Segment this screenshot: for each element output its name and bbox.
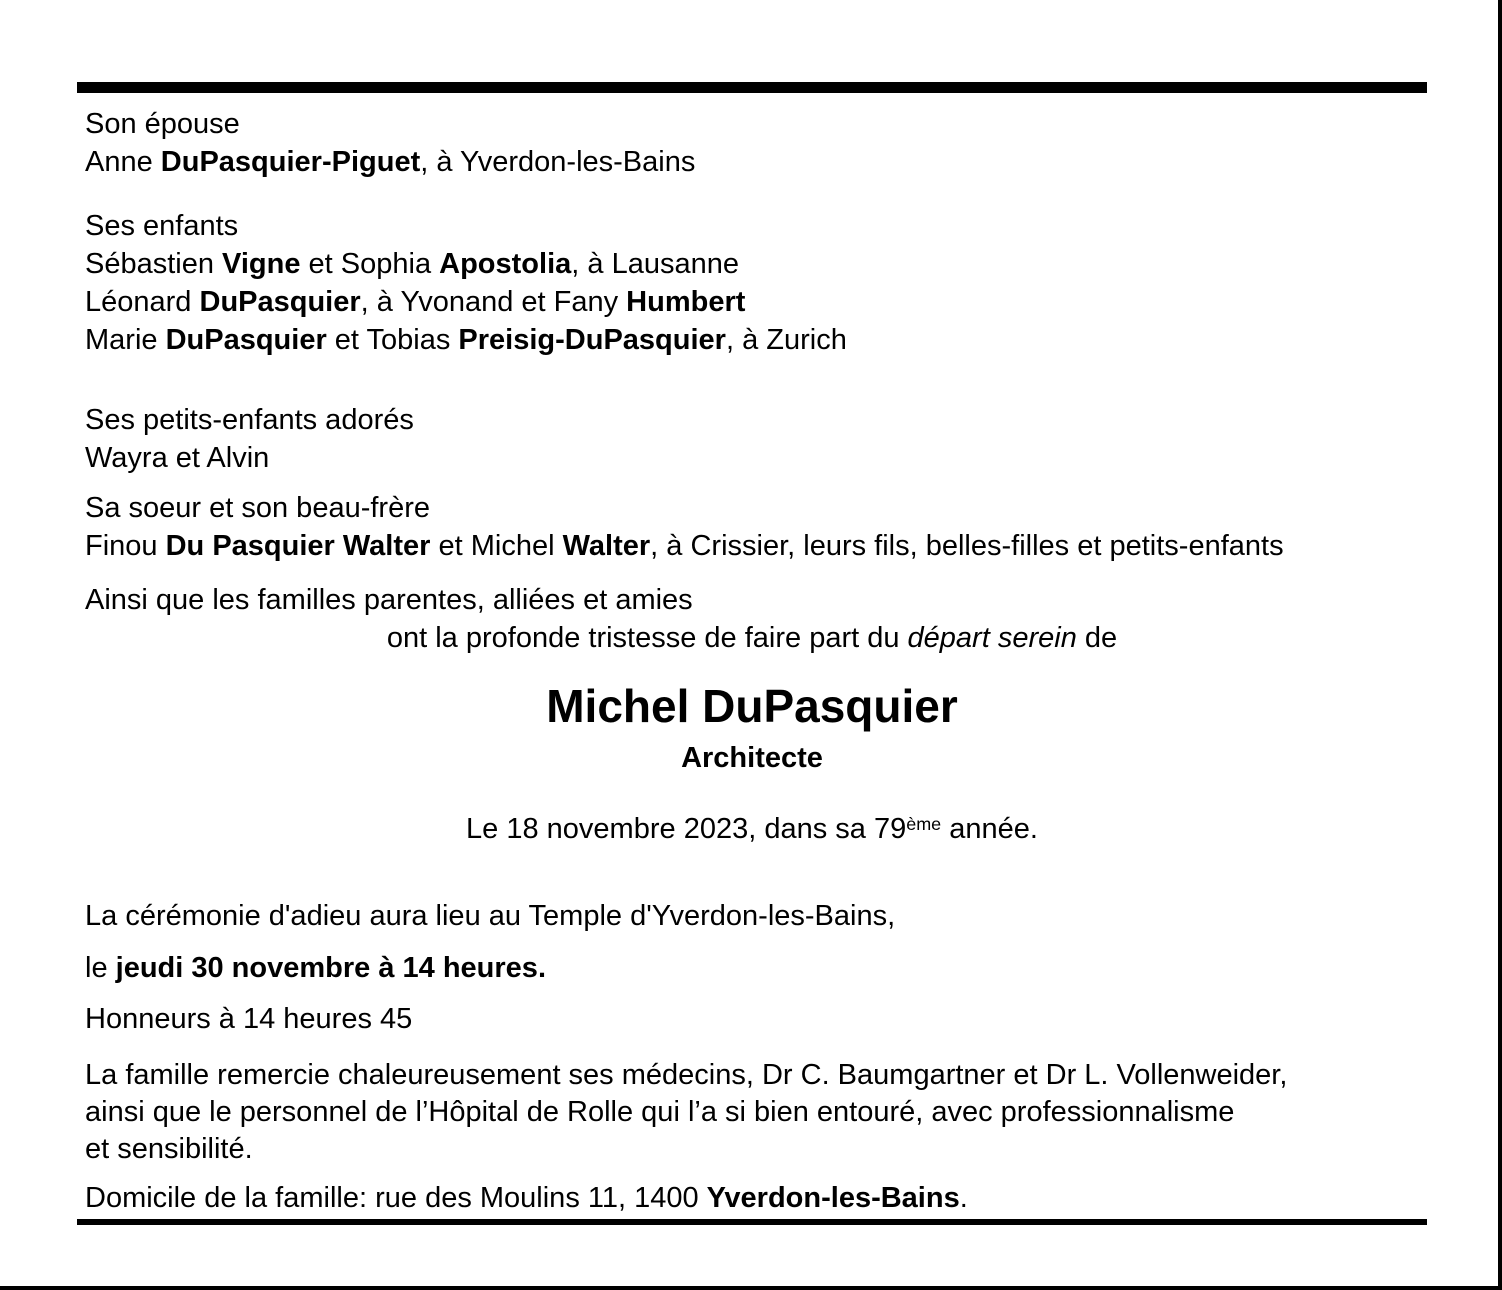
- grandchildren-label-line: Ses petits-enfants adorés: [85, 404, 414, 436]
- ceremony-datetime-line: le jeudi 30 novembre à 14 heures.: [85, 952, 546, 985]
- grandchildren-names-line: Wayra et Alvin: [85, 442, 270, 474]
- children-section: [0, 207, 1498, 359]
- family-address-line: Domicile de la famille: rue des Moulins 11, 1400 Yverdon-les-Bains.: [85, 1182, 968, 1215]
- deceased-title: Architecte: [681, 742, 823, 774]
- child-line-3: Marie DuPasquier et Tobias Preisig-DuPasquier, à Zurich: [85, 324, 847, 356]
- ceremony-place-line: La cérémonie d'adieu aura lieu au Temple d'Yverdon-les-Bains,: [85, 900, 896, 933]
- ceremony-honors-line: Honneurs à 14 heures 45: [85, 1003, 413, 1036]
- ceremony-section: [0, 897, 1498, 1038]
- families-section: [0, 581, 1498, 619]
- families-line: Ainsi que les familles parentes, alliées et amies: [85, 584, 693, 616]
- intro-line: ont la profonde tristesse de faire part du départ serein de: [386, 622, 1118, 654]
- top-rule: [77, 82, 1427, 93]
- children-label-line: Ses enfants: [85, 210, 239, 242]
- deceased-name: Michel DuPasquier: [546, 680, 958, 732]
- spouse-section: [0, 105, 1498, 181]
- child-line-1: Sébastien Vigne et Sophia Apostolia, à Lausanne: [85, 248, 739, 280]
- spouse-name-line: Anne DuPasquier-Piguet, à Yverdon-les-Bains: [85, 146, 696, 178]
- thanks-section: [0, 1057, 1498, 1168]
- spouse-label-line: Son épouse: [85, 108, 240, 140]
- grandchildren-section: [0, 401, 1498, 477]
- sister-names-line: Finou Du Pasquier Walter et Michel Walter, à Crissier, leurs fils, belles-filles et petits-enfants: [85, 530, 1284, 562]
- bottom-rule: [77, 1219, 1427, 1225]
- thanks-line-1: La famille remercie chaleureusement ses médecins, Dr C. Baumgartner et Dr L. Vollenweider,: [85, 1059, 1288, 1092]
- death-date-line: Le 18 novembre 2023, dans sa 79ème année.: [466, 813, 1038, 846]
- child-line-2: Léonard DuPasquier, à Yvonand et Fany Humbert: [85, 286, 746, 318]
- thanks-line-2: ainsi que le personnel de l’Hôpital de Rolle qui l’a si bien entouré, avec professionnalisme: [85, 1096, 1235, 1129]
- sister-section: [0, 489, 1498, 565]
- thanks-line-3: et sensibilité.: [85, 1133, 253, 1166]
- sister-label-line: Sa soeur et son beau-frère: [85, 492, 430, 524]
